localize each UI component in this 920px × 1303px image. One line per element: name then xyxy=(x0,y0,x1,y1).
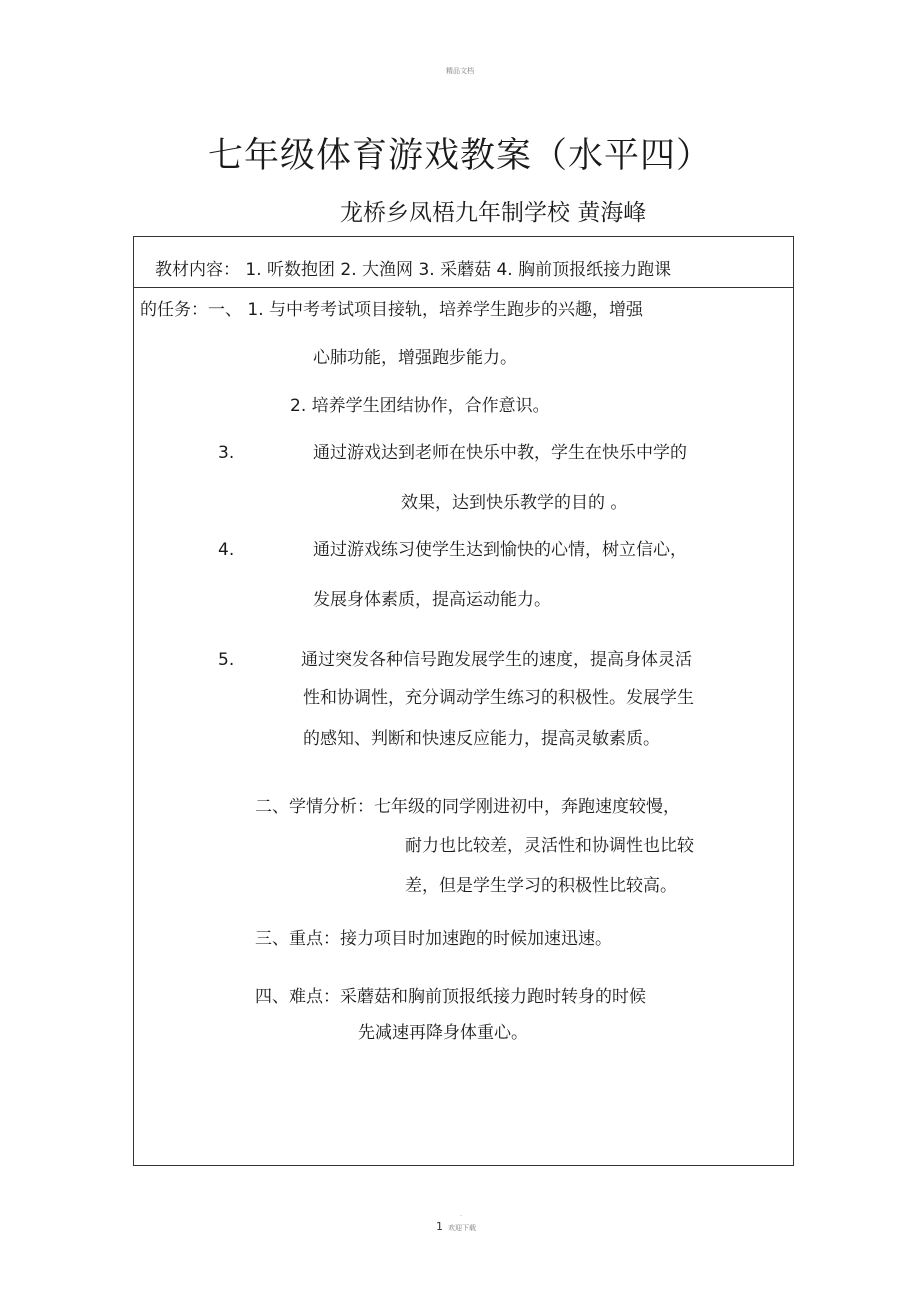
task-4-line-1: 通过游戏练习使学生达到愉快的心情，树立信心， xyxy=(313,540,687,560)
key-point: 三、重点：接力项目时加速跑的时候加速迅速。 xyxy=(255,929,612,949)
difficulty-line-2: 先减速再降身体重心。 xyxy=(358,1023,528,1043)
task-4-line-2: 发展身体素质，提高运动能力。 xyxy=(313,590,551,610)
task-2: 2. 培养学生团结协作，合作意识。 xyxy=(290,396,550,416)
footer-note: 欢迎下载 xyxy=(448,1224,476,1232)
content-row: 教材内容： 1. 听数抱团 2. 大渔网 3. 采蘑菇 4. 胸前顶报纸接力跑课 xyxy=(155,260,672,280)
task-5-line-3: 的感知、判断和快速反应能力，提高灵敏素质。 xyxy=(303,729,660,749)
table-divider xyxy=(134,287,793,288)
task-intro: 的任务：一、 1. 与中考考试项目接轨，培养学生跑步的兴趣，增强 xyxy=(140,300,644,320)
task-4-number: 4. xyxy=(218,540,235,560)
header-note: 精品文档 xyxy=(446,67,474,75)
analysis-line-1: 二、学情分析：七年级的同学刚进初中，奔跑速度较慢， xyxy=(255,797,680,817)
page-number: 1 xyxy=(436,1220,443,1233)
task-5-line-1: 通过突发各种信号跑发展学生的速度，提高身体灵活 xyxy=(301,650,692,670)
analysis-line-3: 差，但是学生学习的积极性比较高。 xyxy=(405,876,677,896)
task-3-line-2: 效果，达到快乐教学的目的 。 xyxy=(401,493,628,513)
task-5-line-2: 性和协调性，充分调动学生练习的积极性。发展学生 xyxy=(303,688,694,708)
page-title: 七年级体育游戏教案（水平四） xyxy=(207,136,712,176)
analysis-line-2: 耐力也比较差，灵活性和协调性也比较 xyxy=(405,836,694,856)
author-line: 龙桥乡凤梧九年制学校 黄海峰 xyxy=(340,200,647,226)
task-3-number: 3. xyxy=(218,443,235,463)
task-5-number: 5. xyxy=(218,650,235,670)
difficulty-line-1: 四、难点：采蘑菇和胸前顶报纸接力跑时转身的时候 xyxy=(255,987,646,1007)
task-3-line-1: 通过游戏达到老师在快乐中教，学生在快乐中学的 xyxy=(313,443,687,463)
task-1-continued: 心肺功能，增强跑步能力。 xyxy=(313,348,517,368)
footer-dot: . xyxy=(460,1210,463,1218)
